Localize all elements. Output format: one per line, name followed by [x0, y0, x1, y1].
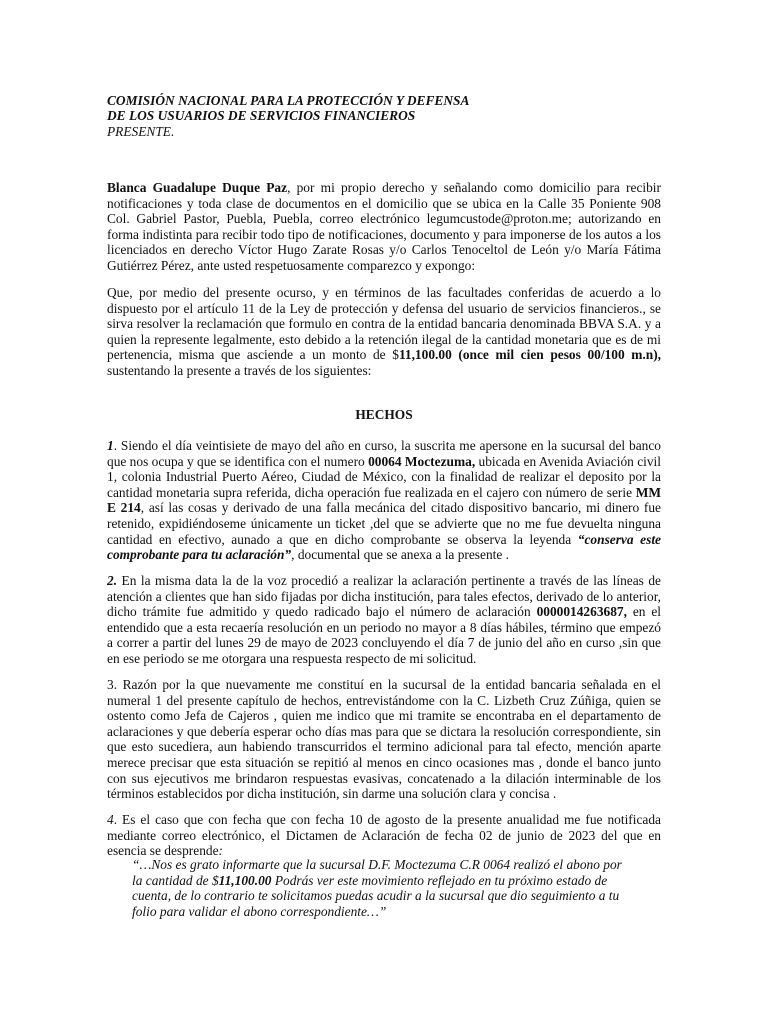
hecho-4-paragraph — [107, 812, 661, 859]
hecho-1-text-4: , documental que se anexa a la presente . — [291, 547, 510, 563]
addressee-line-1: COMISIÓN NACIONAL PARA LA PROTECCIÓN Y DEFENSA — [107, 93, 470, 108]
atm-serial: MM E 214 — [107, 484, 661, 516]
hecho-4-number: 4 — [107, 812, 114, 827]
quote-amount: 11,100.00 — [218, 872, 272, 888]
hecho-2-text-2: en el entendido que a esta recaería resolución en un periodo no mayor a 8 días hábiles, término que empezó a correr a partir del lunes 29 de mayo de 2023 concluyendo el día 7 de junio del año en curso ,sin que en ese periodo se me otorgara una respuesta respecto de mi solicitud. — [107, 604, 661, 666]
request-paragraph — [107, 285, 661, 379]
hecho-1-text-1: . Siendo el día veintisiete de mayo del año en curso, la suscrita me apersone en la sucursal del banco que nos ocupa y que se identifica con el numero — [107, 438, 661, 469]
hecho-1-text-2: ubicada en Avenida Aviación civil 1, colonia Industrial Puerto Aéreo, Ciudad de México, con la finalidad de realizar el deposito por la cantidad monetaria supra referida, dicha operación fue realizada en el cajero con número de serie — [107, 453, 661, 500]
hecho-2-paragraph — [107, 573, 661, 667]
hecho-1-text-3: , así las cosas y derivado de una falla mecánica del citado dispositivo bancario, mi dinero fue retenido, expidiéndoseme únicamente un ticket ,del que se advierte que no me fue devuelta ninguna cantidad en efectivo, aunado a que en dicho comprobante se observa la leyenda — [107, 500, 661, 547]
request-amount: 11,100.00 (once mil cien pesos 00/100 m.n), — [398, 347, 661, 363]
branch-number: 00064 Moctezuma, — [368, 453, 476, 469]
request-text-2: sustentando la presente a través de los siguientes: — [107, 362, 372, 378]
addressee-line-2: DE LOS USUARIOS DE SERVICIOS FINANCIEROS — [107, 108, 416, 124]
quote-text-1: “…Nos es grato informarte que la sucursal D.F. Moctezuma C.R 0064 realizó el abono por la cantidad de $ — [132, 857, 622, 888]
intro-paragraph — [107, 180, 661, 274]
hecho-4-text: . Es el caso que con fecha que con fecha 10 de agosto de la presente anualidad me fue notificada mediante correo electrónico, el Dictamen de Aclaración de fecha 02 de junio de 2023 del que en esencia se desprende — [107, 812, 661, 859]
hecho-1-paragraph — [107, 438, 661, 563]
hecho-1-number: 1 — [107, 438, 114, 453]
bank-quote — [132, 857, 622, 919]
addressee-line-3: PRESENTE. — [107, 123, 175, 139]
hecho-2-text-1: En la misma data la de la voz procedió a realizar la aclaración pertinente a través de las líneas de atención a clientes que han sido fijadas por dicha institución, para tales efectos, derivado de lo anterior, dicho trámite fue admitido y quedo radicado bajo el número de aclaración — [107, 573, 661, 620]
petitioner-name: Blanca Guadalupe Duque Paz — [107, 180, 288, 195]
hecho-3-paragraph: 3. Razón por la que nuevamente me constituí en la sucursal de la entidad bancaria señalada en el numeral 1 del presente capítulo de hechos, entrevistándome con la C. Lizbeth Cruz Zúñiga, quien se ostento como Jefa de Cajeros , quien me indico que mi tramite se encontraba en el departamento de aclaraciones y que debería esperar ocho días mas para que se dictara la resolución correspondiente, sin que esto sucediera, aun habiendo transcurridos el termino adicional para tal efecto, mención aparte merece precisar que esta situación se repitió al menos en cinco ocasiones mas , donde el banco junto con sus ejecutivos me brindaron respuestas evasivas, concatenado a la dilación interminable de los términos establecidos por dicha institución, sin darme una solución clara y concisa . — [107, 677, 661, 802]
intro-text: , por mi propio derecho y señalando como domicilio para recibir notificaciones y toda clase de documentos en el domicilio que se ubica en la Calle 35 Poniente 908 Col. Gabriel Pastor, Puebla, Puebla, correo electrónico legumcustode@proton.me; autorizando en forma indistinta para recibir todo tipo de notificaciones, documento y para imponerse de los autos a los licenciados en derecho Víctor Hugo Zarate Rosas y/o Carlos Tenoceltol de León y/o María Fátima Gutiérrez Pérez, ante usted respetuosamente comparezco y expongo: — [107, 180, 661, 273]
quote-text-2: Podrás ver este movimiento reflejado en tu próximo estado de cuenta, de lo contrario te solicitamos puedas acudir a la sucursal que dio seguimiento a tu folio para validar el abono correspondiente…” — [132, 872, 620, 919]
clarification-number: 0000014263687, — [536, 604, 627, 620]
hecho-2-number: 2. — [107, 573, 118, 588]
addressee-block — [107, 93, 661, 139]
section-title-hechos: HECHOS — [355, 407, 413, 422]
receipt-legend: “conserva este comprobante para tu aclaración” — [107, 531, 661, 563]
request-text-1: Que, por medio del presente ocurso, y en términos de las facultades conferidas de acuerdo a lo dispuesto por el artículo 11 de la Ley de protección y defensa del usuario de servicios financieros., se sirva resolver la reclamación que formulo en contra de la entidad bancaria denominada BBVA S.A. y a quien la represente legalmente, esto debido a la retención ilegal de la cantidad monetaria que es de mi pertenencia, misma que asciende a un monto de $ — [107, 285, 661, 363]
hecho-4-colon: : — [218, 843, 224, 859]
